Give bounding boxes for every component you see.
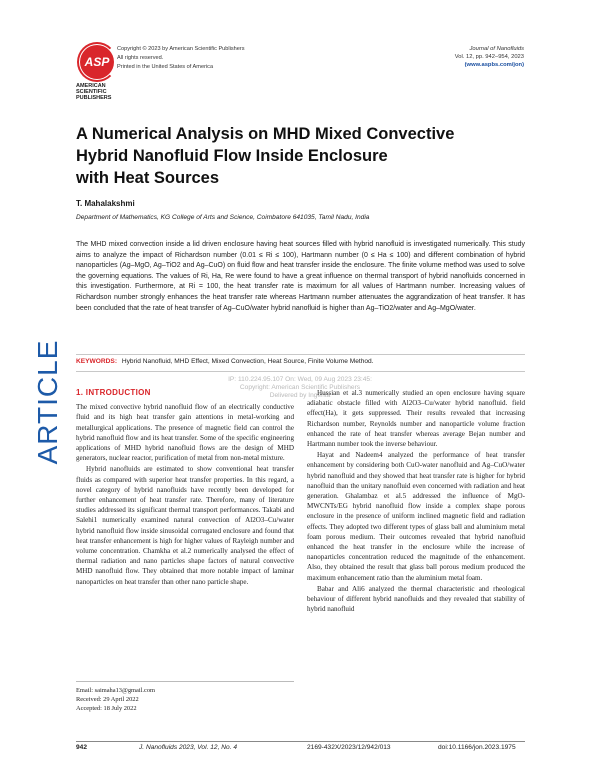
author-affiliation: Department of Mathematics, KG College of Arts and Science, Coimbatore 641035, Tamil Nadu, India [76, 214, 370, 221]
footer-rule [76, 741, 525, 742]
logo-text: ASP [84, 55, 110, 69]
article-label-text: ARTICLE [32, 339, 63, 465]
body-paragraph: Babar and Ali6 analyzed the thermal characteristic and rheological behaviour of different hybrid nanofluids and they revealed that stability of hybrid nanofluid [307, 584, 525, 614]
title-line: with Heat Sources [76, 169, 220, 187]
title-line: A Numerical Analysis on MHD Mixed Convective [76, 125, 455, 143]
title-line: Hybrid Nanofluid Flow Inside Enclosure [76, 147, 388, 165]
keywords-label: KEYWORDS: [76, 358, 118, 365]
email-note: Email: saimaha13@gmail.com [76, 687, 156, 694]
copyright-line: Copyright © 2023 by American Scientific Publishers [117, 46, 245, 52]
author-name: T. Mahalakshmi [76, 199, 135, 208]
page-number: 942 [76, 744, 88, 751]
logo-word: SCIENTIFIC [76, 89, 107, 95]
footer-doi: doi:10.1166/jon.2023.1975 [438, 744, 516, 751]
body-column-right [307, 388, 525, 615]
body-paragraph: The mixed convective hybrid nanofluid flow of an electrically conductive fluid and its high heat transfer gain attentions in metal-working and metallurgical applications. The presence of magnetic field can control the hybrid nanofluid flow and its heat transfer. Some of the specific engineering applications of MHD hybrid nanofluid flows are the design of MHD generators, nuclear reactor, purification of metal from non-metal mixture. [76, 403, 294, 463]
keywords-bottom-rule [76, 371, 525, 372]
journal-volume: Vol. 12, pp. 942–954, 2023 [454, 54, 524, 60]
watermark-line: Delivered by Ingenta [269, 392, 331, 399]
accepted-note: Accepted: 18 July 2022 [76, 705, 137, 712]
watermark-line: IP: 110.224.95.107 On: Wed, 09 Aug 2023 23:45: [228, 376, 372, 383]
logo-word: PUBLISHERS [76, 95, 112, 101]
body-paragraph: Hussian et al.3 numerically studied an open enclosure having square adiabatic obstacle filled with Al2O3–Cu/water hybrid nanofluid. field effect(Ha), it gets suppressed. Their results revealed that increasing Richardson number, Reynolds number and nanoparticle volume fraction enhanced the rate of heat transfer whereas average Bejan number and Hartmann number took the inverse behaviour. [307, 389, 525, 449]
keywords-top-rule [76, 354, 525, 355]
printed-line: Printed in the United States of America [117, 64, 214, 70]
keywords-list: Hybrid Nanofluid, MHD Effect, Mixed Convection, Heat Source, Finite Volume Method. [121, 358, 374, 365]
body-paragraph: Hayat and Nadeem4 analyzed the performance of heat transfer enhancement by considering both CuO-water nanofluid and Ag–CuO/water hybrid nanofluid and they showed that heat transfer rate is higher for hybrid nanofluid than the unitary nanofluid even concerned with radiation and heat generation. Ghalambaz et al.5 addressed the influence of MgO-MWCNTs/EG hybrid nanofluid flow inside a complex shape porous enclosure in the presence of uniform inclined magnetic field and radiation effects. They adopted two different types of glass ball and aluminium metal foam porous medium. Their outcomes revealed that hybrid nanofluid enhanced the heat transfer in the enclosure while the increase of nanoparticles concentration reduced the magnitude of the enhancement. Also, they obtained the result that glass ball porous medium produced the maximum enhancement ratio than the aluminium metal foam. [307, 451, 525, 582]
publisher-info [117, 45, 245, 72]
paper-title [76, 123, 536, 189]
journal-url-link[interactable]: (www.aspbs.com/jon) [464, 62, 524, 68]
abstract-text: The MHD mixed convection inside a lid driven enclosure having heat sources filled with hybrid nanofluid is investigated numerically. This study aims to analyze the impact of Richardson number (0.01 ≤ Ri ≤ 100), Hartmann number (0 ≤ Ha ≤ 100) and different combination of hybrid nanoparticles (Ag–MgO, Ag–TiO2 and Ag–CuO) on fluid flow and heat transfer inside the enclosure. The finite volume method was used to solve the governing equations. The values of Ri, Ha, Re were found to have a great influence on thermal transport of hybrid nanofluids concerned in this investigation. Furthermore, at Ri = 100, the heat transfer rate is maximum for all values of Hartmann number. Increasing values of Richardson number strongly enhances the heat transfer rate whereas Hartmann number attenuates the aggrandization of heat transfer. It has been concluded that the rate of heat transfer of Ag–CuO/water hybrid nanofluid is higher than Ag–TiO2/water and Ag–MgO/water. [76, 241, 525, 312]
journal-name: Journal of Nanofluids [469, 46, 524, 52]
body-paragraph: Hybrid nanofluids are estimated to show conventional heat transfer fluids as compared with superior heat transfer properties. In this regard, a novel category of hybrid nanofluids have recently been developed for further enhancement of heat transfer rate. Therefore, many of literature studies addressed its significant thermal transport performances. Takabi and Salehi1 numerically examined natural convection of Al2O3–Cu/water hybrid nanofluid flow inside sinusoidal corrugated enclosure and found that heat transfer enhancement is high for higher values of Rayleigh number and volume concentration. Chamkha et al.2 numerically analysed the effect of thermal radiation and nano particles shape factors of natural convective MHD nanofluid flow. They obtained that more notable impact of laminar nanoparticles on heat transfer than other nano particle shape. [76, 465, 294, 586]
article-side-label [30, 308, 66, 496]
article-notes [76, 681, 294, 713]
journal-info [455, 45, 524, 69]
keywords-row [76, 358, 374, 365]
watermark-line: Copyright: American Scientific Publishers [239, 384, 361, 391]
logo-word: AMERICAN [76, 83, 106, 89]
footer-journal: J. Nanofluids 2023, Vol. 12, No. 4 [139, 744, 237, 751]
rights-line: All rights reserved. [117, 55, 164, 61]
received-note: Received: 29 April 2022 [76, 696, 139, 703]
body-column-left [76, 388, 294, 588]
logo-words [76, 83, 118, 101]
footer-issn: 2169-432X/2023/12/942/013 [307, 744, 391, 751]
section-heading: 1. INTRODUCTION [76, 388, 151, 397]
publisher-logo [76, 45, 118, 101]
asp-logo-mark [80, 45, 114, 79]
